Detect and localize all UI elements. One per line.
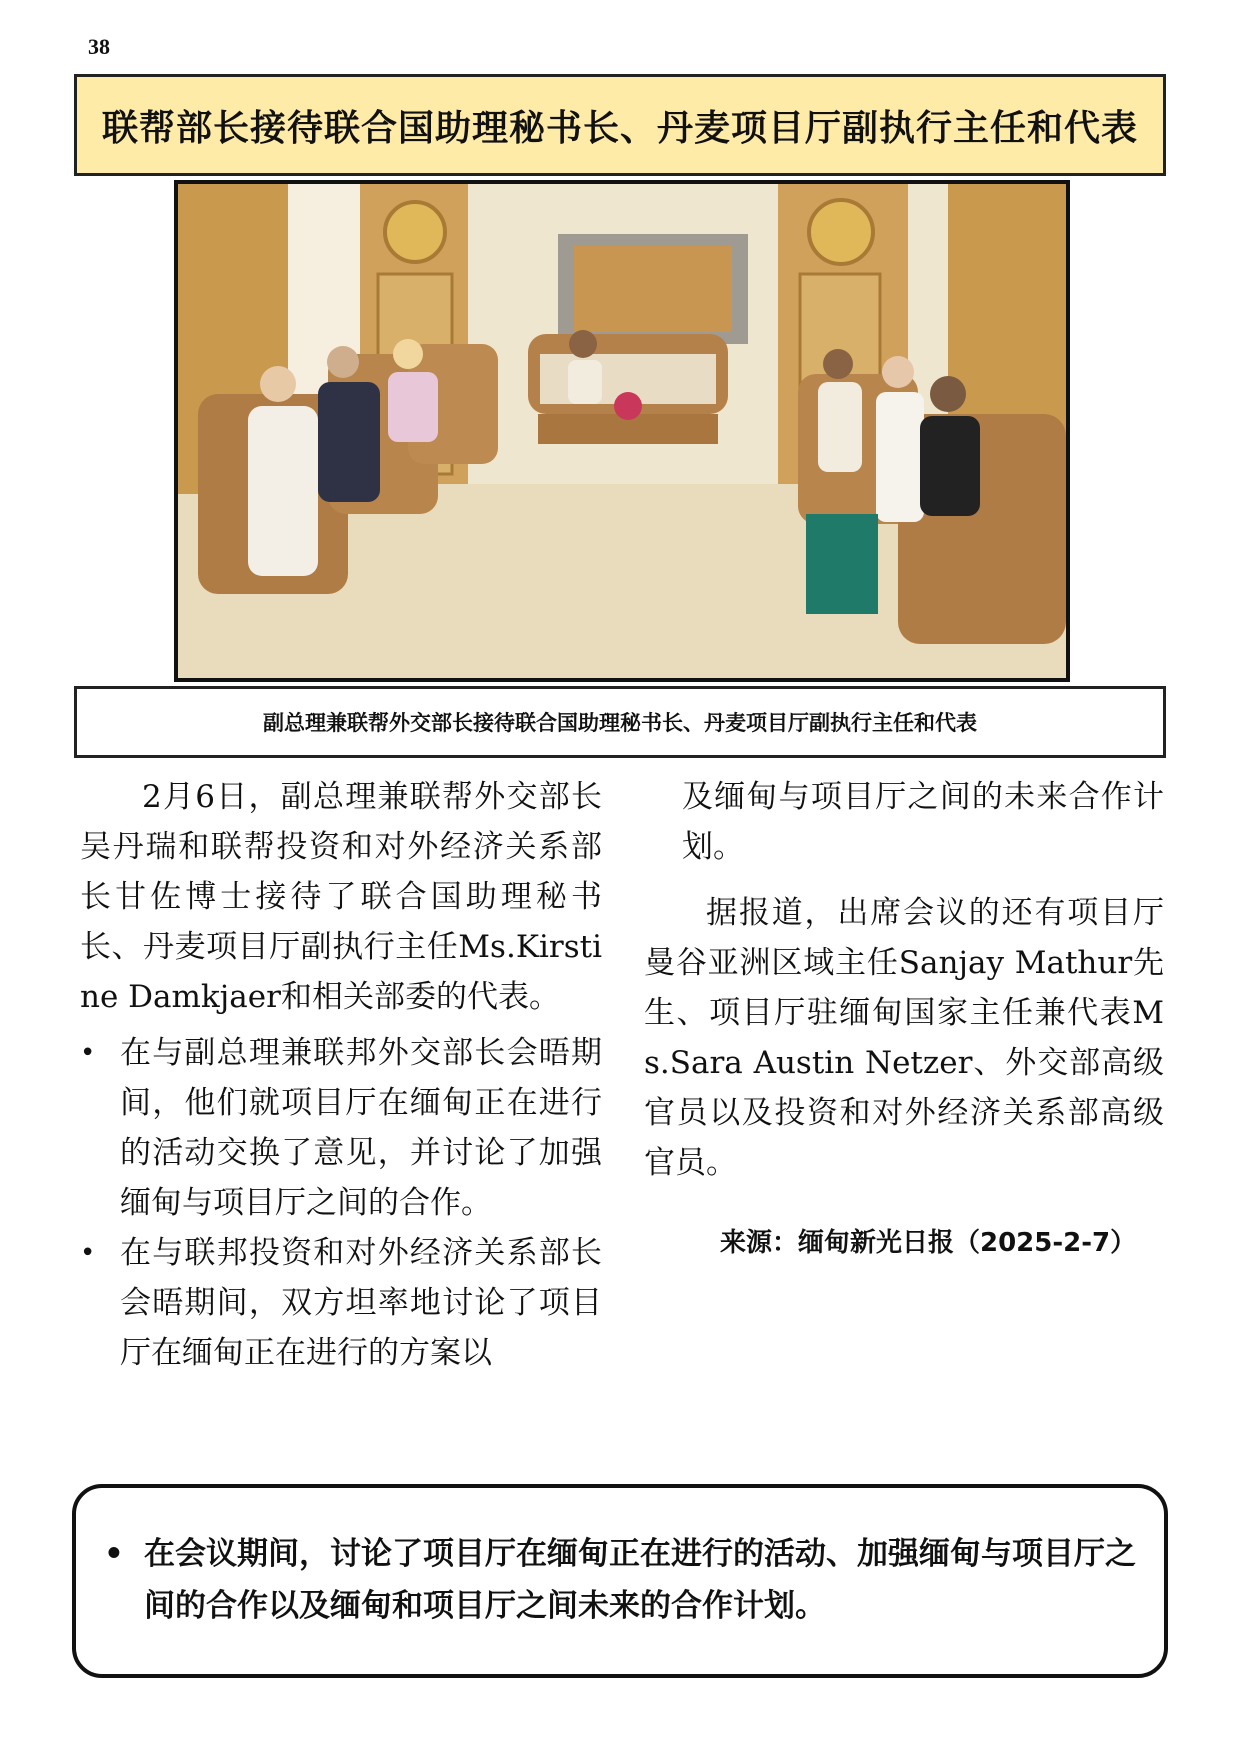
photo-attendee-2-body — [876, 392, 924, 522]
summary-bullet: • 在会议期间，讨论了项目厅在缅甸正在进行的活动、加强缅甸与项目厅之间的合作以及缅甸和项目厅之间未来的合作计划。 — [100, 1528, 1140, 1632]
photo-attendee-2-head — [882, 356, 914, 388]
photo-right-medallion — [809, 200, 873, 264]
article-right-column — [644, 772, 1164, 1268]
page-number: 38 — [88, 34, 110, 59]
photo-guest-2-body — [318, 382, 380, 502]
photo-left-medallion — [385, 202, 445, 262]
meeting-photo-illustration — [178, 184, 1066, 678]
photo-host-head — [569, 330, 597, 358]
article-bullet-1: • 在与副总理兼联邦外交部长会晤期间，他们就项目厅在缅甸正在进行的活动交换了意见，并讨论了加强缅甸与项目厅之间的合作。 — [80, 1028, 602, 1228]
article-bullet-2: • 在与联邦投资和对外经济关系部长会晤期间，双方坦率地讨论了项目厅在缅甸正在进行的方案以 — [80, 1228, 602, 1378]
article-bullet-2-continuation: 及缅甸与项目厅之间的未来合作计划。 — [682, 779, 1164, 865]
photo-caption: 副总理兼联帮外交部长接待联合国助理秘书长、丹麦项目厅副执行主任和代表 — [263, 711, 977, 735]
photo-guest-1-body — [248, 406, 318, 576]
photo-attendee-3-head — [930, 376, 966, 412]
photo-flowers — [614, 392, 642, 420]
article-bullet-list — [80, 1028, 602, 1378]
photo-guest-1-head — [260, 366, 296, 402]
photo-guest-3-body — [388, 372, 438, 442]
article-source: 来源：缅甸新光日报（2025-2-7） — [720, 1228, 1137, 1258]
article-left-column — [80, 772, 602, 1378]
meeting-photo — [174, 180, 1070, 682]
article-attendees-paragraph: 据报道，出席会议的还有项目厅曼谷亚洲区域主任Sanjay Mathur先生、项目厅驻缅甸国家主任兼代表Ms.Sara Austin Netzer、外交部高级官员以及投资和对外经济关系部高级官员。 — [644, 895, 1164, 1181]
photo-host-body — [568, 360, 602, 404]
photo-guest-3-head — [393, 339, 423, 369]
photo-attendee-3-skirt — [806, 514, 878, 614]
photo-guest-2-head — [327, 346, 359, 378]
page-title: 联帮部长接待联合国助理秘书长、丹麦项目厅副执行主任和代表 — [101, 107, 1138, 149]
photo-attendee-3-body — [920, 416, 980, 516]
photo-attendee-1-body — [818, 382, 862, 472]
article-intro: 2月6日，副总理兼联帮外交部长吴丹瑞和联帮投资和对外经济关系部长甘佐博士接待了联合国助理秘书长、丹麦项目厅副执行主任Ms.Kirstine Damkjaer和相关部委的代表。 — [80, 779, 602, 1015]
photo-carving — [574, 246, 732, 332]
title-banner — [74, 74, 1166, 176]
photo-caption-box — [74, 686, 1166, 758]
summary-list — [100, 1528, 1140, 1632]
summary-box — [72, 1484, 1168, 1678]
photo-attendee-1-head — [823, 349, 853, 379]
